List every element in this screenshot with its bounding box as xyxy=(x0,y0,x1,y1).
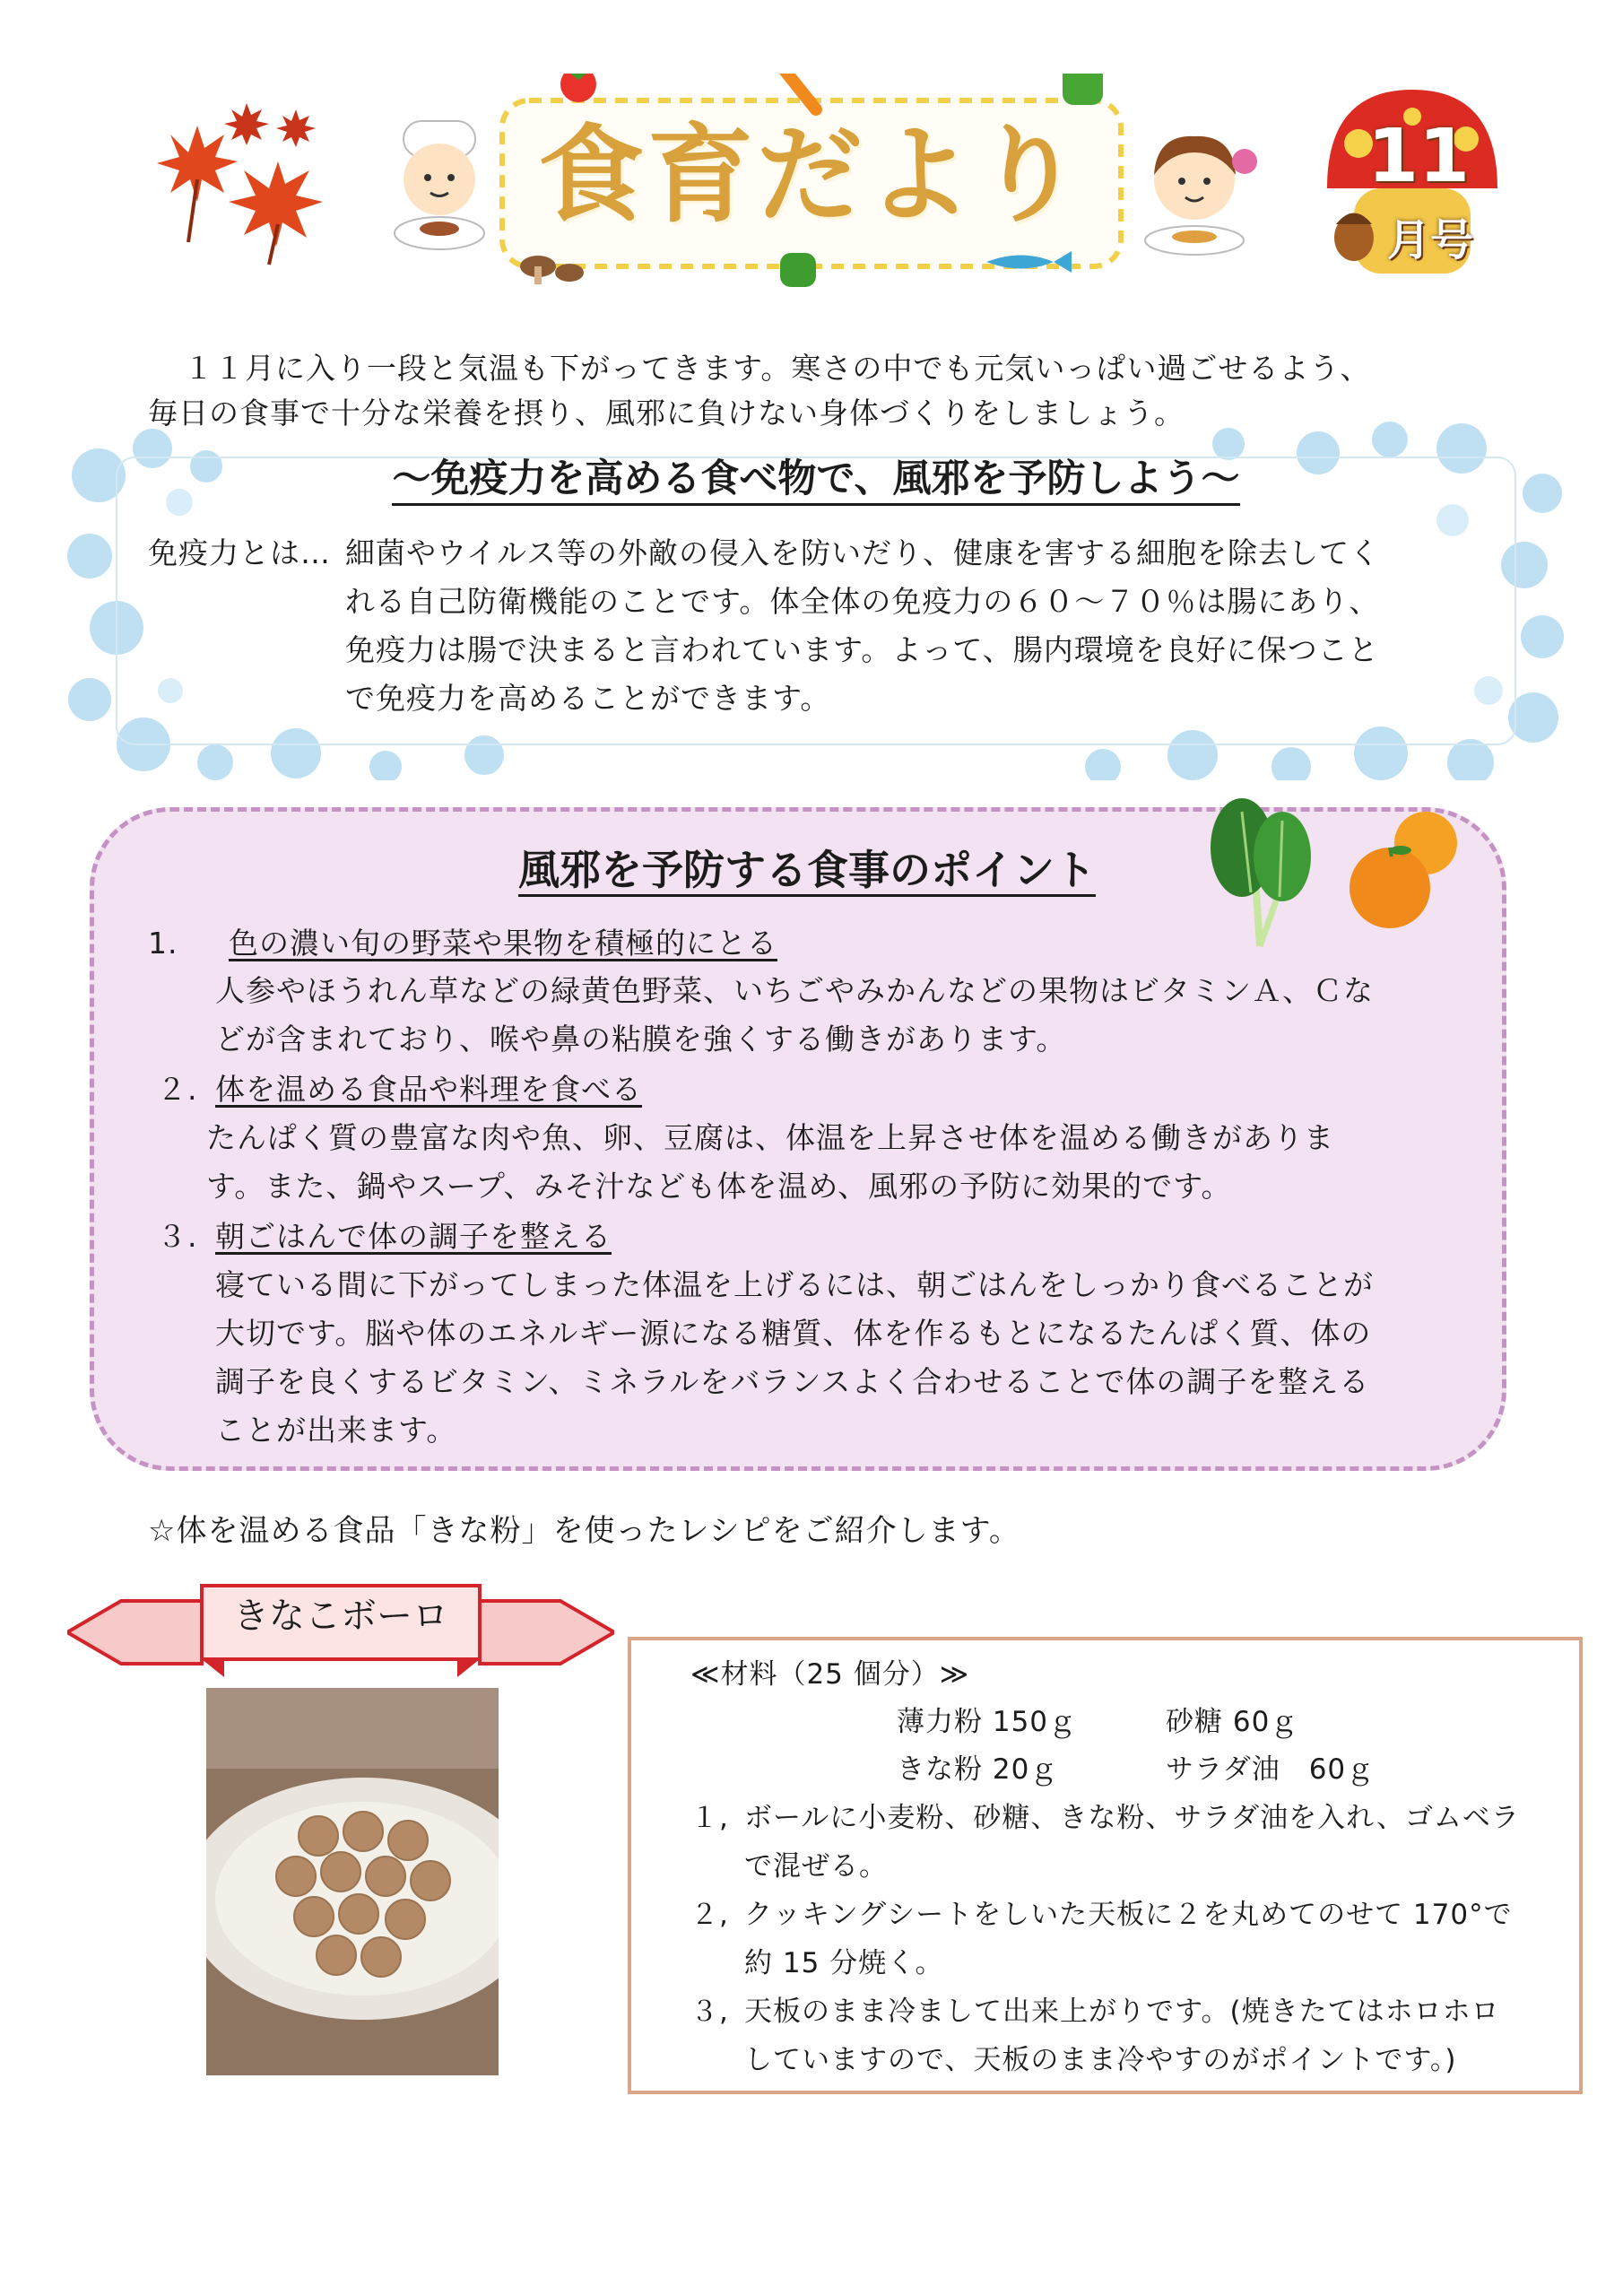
ingredient: 砂糖 60ｇ xyxy=(1166,1706,1299,1738)
point-title: 体を温める食品や料理を食べる xyxy=(215,1072,642,1107)
points-heading: 風邪を予防する食事のポイント xyxy=(359,841,1255,899)
point-body: 大切です。脳や体のエネルギー源になる糖質、体を作るもとになるたんぱく質、体の xyxy=(215,1316,1372,1351)
point-number: ２. xyxy=(157,1072,198,1107)
step-text: 約 15 分焼く。 xyxy=(744,1947,944,1979)
point-title: 朝ごはんで体の調子を整える xyxy=(215,1219,612,1254)
ingredients-title: ≪材料（25 個分）≫ xyxy=(690,1658,970,1691)
point-body: 調子を良くするビタミン、ミネラルをバランスよく合わせることで体の調子を整える xyxy=(215,1364,1370,1399)
newsletter-title: 食育だより xyxy=(537,113,1085,237)
immunity-line: 免疫力は腸で決まると言われています。よって、腸内環境を良好に保つこと xyxy=(345,632,1379,667)
immunity-line: で免疫力を高めることができます。 xyxy=(345,681,831,716)
girl-illustration xyxy=(1121,126,1269,260)
step-text: 天板のまま冷まして出来上がりです。(焼きたてはホロホロ xyxy=(744,1996,1500,2028)
step-number: ３, xyxy=(690,1996,729,2028)
step-number: ２, xyxy=(690,1899,729,1931)
kinako-boro-photo xyxy=(206,1688,499,2075)
recipe-name: きなこボーロ xyxy=(233,1596,448,1637)
ingredient: きな粉 20ｇ xyxy=(897,1753,1059,1786)
step-text: で混ぜる。 xyxy=(744,1850,888,1883)
point-body: す。また、鍋やスープ、みそ汁なども体を温め、風邪の予防に効果的です。 xyxy=(206,1169,1232,1204)
step-number: １, xyxy=(690,1802,729,1834)
step-text: ボールに小麦粉、砂糖、きな粉、サラダ油を入れ、ゴムベラ xyxy=(744,1802,1520,1834)
immunity-line: れる自己防衛機能のことです。体全体の免疫力の６０～７０％は腸にあり、 xyxy=(345,584,1380,619)
month-number: 11 xyxy=(1367,114,1471,199)
month-suffix: 月号 xyxy=(1386,215,1473,265)
recipe-intro: ☆体を温める食品「きな粉」を使ったレシピをご紹介します。 xyxy=(148,1513,1020,1549)
point-body: たんぱく質の豊富な肉や魚、卵、豆腐は、体温を上昇させ体を温める働きがありま xyxy=(206,1120,1334,1155)
immunity-heading: ～免疫力を高める食べ物で、風邪を予防しよう～ xyxy=(323,452,1309,506)
maple-leaves-illustration xyxy=(135,99,350,269)
point-title: 色の濃い旬の野菜や果物を積極的にとる xyxy=(229,926,777,961)
step-text: クッキングシートをしいた天板に２を丸めてのせて 170°で xyxy=(744,1899,1513,1931)
spinach-icon xyxy=(1197,794,1323,951)
immunity-label: 免疫力とは… xyxy=(148,535,331,570)
step-text: していますので、天板のまま冷やすのがポイントです。) xyxy=(744,2044,1457,2076)
point-body: ことが出来ます。 xyxy=(215,1413,457,1448)
intro-line-1: １１月に入り一段と気温も下がってきます。寒さの中でも元気いっぱい過ごせるよう、 xyxy=(184,351,1371,386)
ingredient: サラダ油 60ｇ xyxy=(1166,1753,1376,1786)
ingredient: 薄力粉 150ｇ xyxy=(897,1706,1078,1738)
intro-line-2: 毎日の食事で十分な栄養を摂り、風邪に負けない身体づくりをしましょう。 xyxy=(148,396,1185,430)
point-body: 寝ている間に下がってしまった体温を上げるには、朝ごはんをしっかり食べることが xyxy=(215,1267,1374,1302)
point-number: 1. xyxy=(148,926,178,961)
point-body: 人参やほうれん草などの緑黄色野菜、いちごやみかんなどの果物はビタミンＡ、Ｃな xyxy=(215,973,1374,1008)
mandarin-orange-icon xyxy=(1336,807,1480,933)
point-body: どが含まれており、喉や鼻の粘膜を強くする働きがあります。 xyxy=(215,1022,1067,1057)
immunity-line: 細菌やウイルス等の外敵の侵入を防いだり、健康を害する細胞を除去してく xyxy=(345,535,1381,570)
point-number: ３. xyxy=(157,1219,198,1254)
chef-illustration xyxy=(372,117,507,251)
